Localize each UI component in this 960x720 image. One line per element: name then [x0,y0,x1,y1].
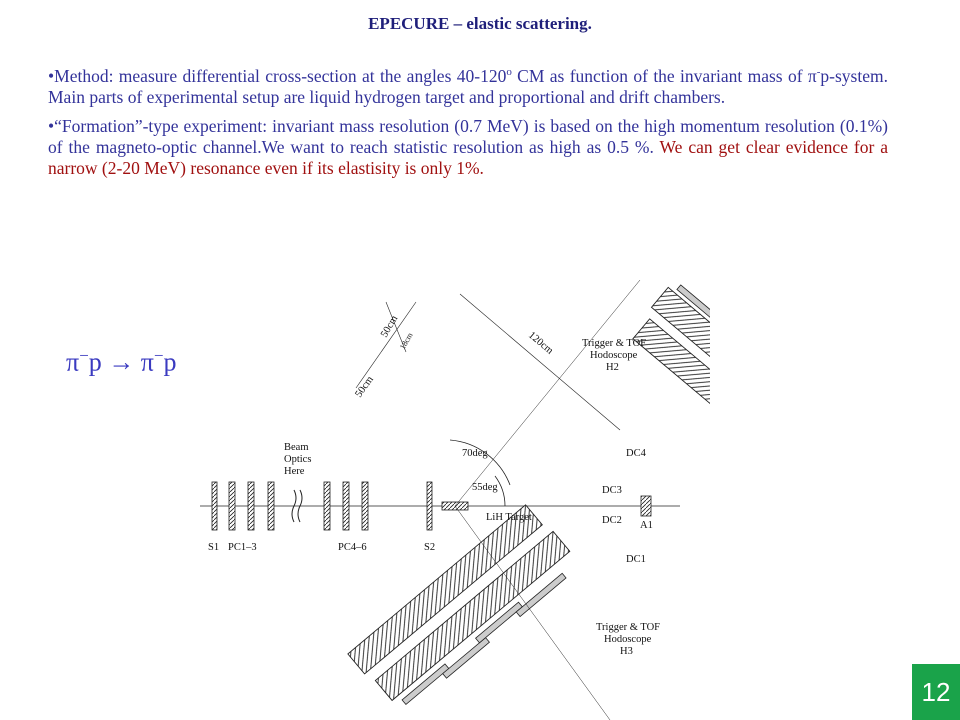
svg-text:H2: H2 [606,362,619,373]
dc1-label: DC1 [626,554,646,565]
slide-title: EPECURE – elastic scattering. [368,14,592,33]
dim-18-label: 18cm [397,331,415,351]
trigger-top-label [582,338,646,373]
dc4-label: DC4 [626,448,646,459]
target-label: LiH Target [486,512,532,523]
bullet-formation [48,116,888,179]
a1-counter [641,496,651,516]
svg-text:Hodoscope: Hodoscope [604,634,652,645]
bullet-highlight: We can get clear evidence for a narrow (2-20 MeV) resonance even if its elastisity is only 1%. [48,136,889,178]
charge-sup: − [153,346,164,365]
beam-optics-label [284,442,311,477]
pion-symbol: π [140,347,154,377]
proton-symbol: p [88,347,102,377]
bullet-marker: • [48,65,55,86]
trigger-bottom-label [596,622,660,657]
pion-symbol: π [66,347,80,377]
svg-text:Hodoscope: Hodoscope [590,350,638,361]
s2-label: S2 [424,542,436,553]
a1-label: A1 [640,520,653,531]
angle-line-upper [455,280,640,506]
s1-label: S1 [208,542,220,553]
charge-sup: − [79,346,89,365]
dim-120-label: 120cm [526,329,556,357]
angle-55-label: 55deg [472,482,498,493]
dim-line-120 [460,294,620,430]
bullet-marker: • [48,115,55,136]
lower-arm [348,502,581,717]
bullet-text: Method: measure differential cross-section at the angles 40-120 [54,65,507,86]
svg-text:Beam: Beam [284,442,309,453]
angle-arc-70 [450,440,510,485]
svg-text:H3: H3 [620,646,633,657]
dim-50a-label: 50cm [379,313,401,340]
svg-text:Trigger & TOF: Trigger & TOF [582,338,646,349]
dc3-label: DC3 [602,485,622,496]
bullet-text: p-system. Main parts of experimental setup are liquid hydrogen target and proportional and drift chambers. [48,65,888,107]
angle-70-label: 70deg [462,448,488,459]
reaction-formula [66,346,176,378]
degree-sup: o [506,66,512,78]
bullet-method [48,62,888,108]
bullet-text: CM as function of the invariant mass of π [511,65,817,86]
s2-counter [427,482,432,530]
page-number-badge: 12 [912,664,960,720]
arrow-symbol: → [101,347,141,377]
svg-text:Optics: Optics [284,454,312,465]
minus-sup: - [816,66,821,78]
bullet-list [48,62,888,187]
proton-symbol: p [163,347,177,377]
dc2-label: DC2 [602,515,622,526]
s1-counter [212,482,217,530]
svg-text:Here: Here [284,466,305,477]
setup-diagram [190,280,710,720]
pc13-label: PC1–3 [228,542,257,553]
dim-50b-label: 50cm [353,374,376,400]
svg-text:Trigger & TOF: Trigger & TOF [596,622,660,633]
bullet-text: “Formation”-type experiment: invariant mass resolution (0.7 MeV) is based on the high momentum resolution (0.1%) of the magneto-optic channel.We want to reach statistic resolution as high as 0.5 %. [48,115,888,157]
pc46-label: PC4–6 [338,542,367,553]
